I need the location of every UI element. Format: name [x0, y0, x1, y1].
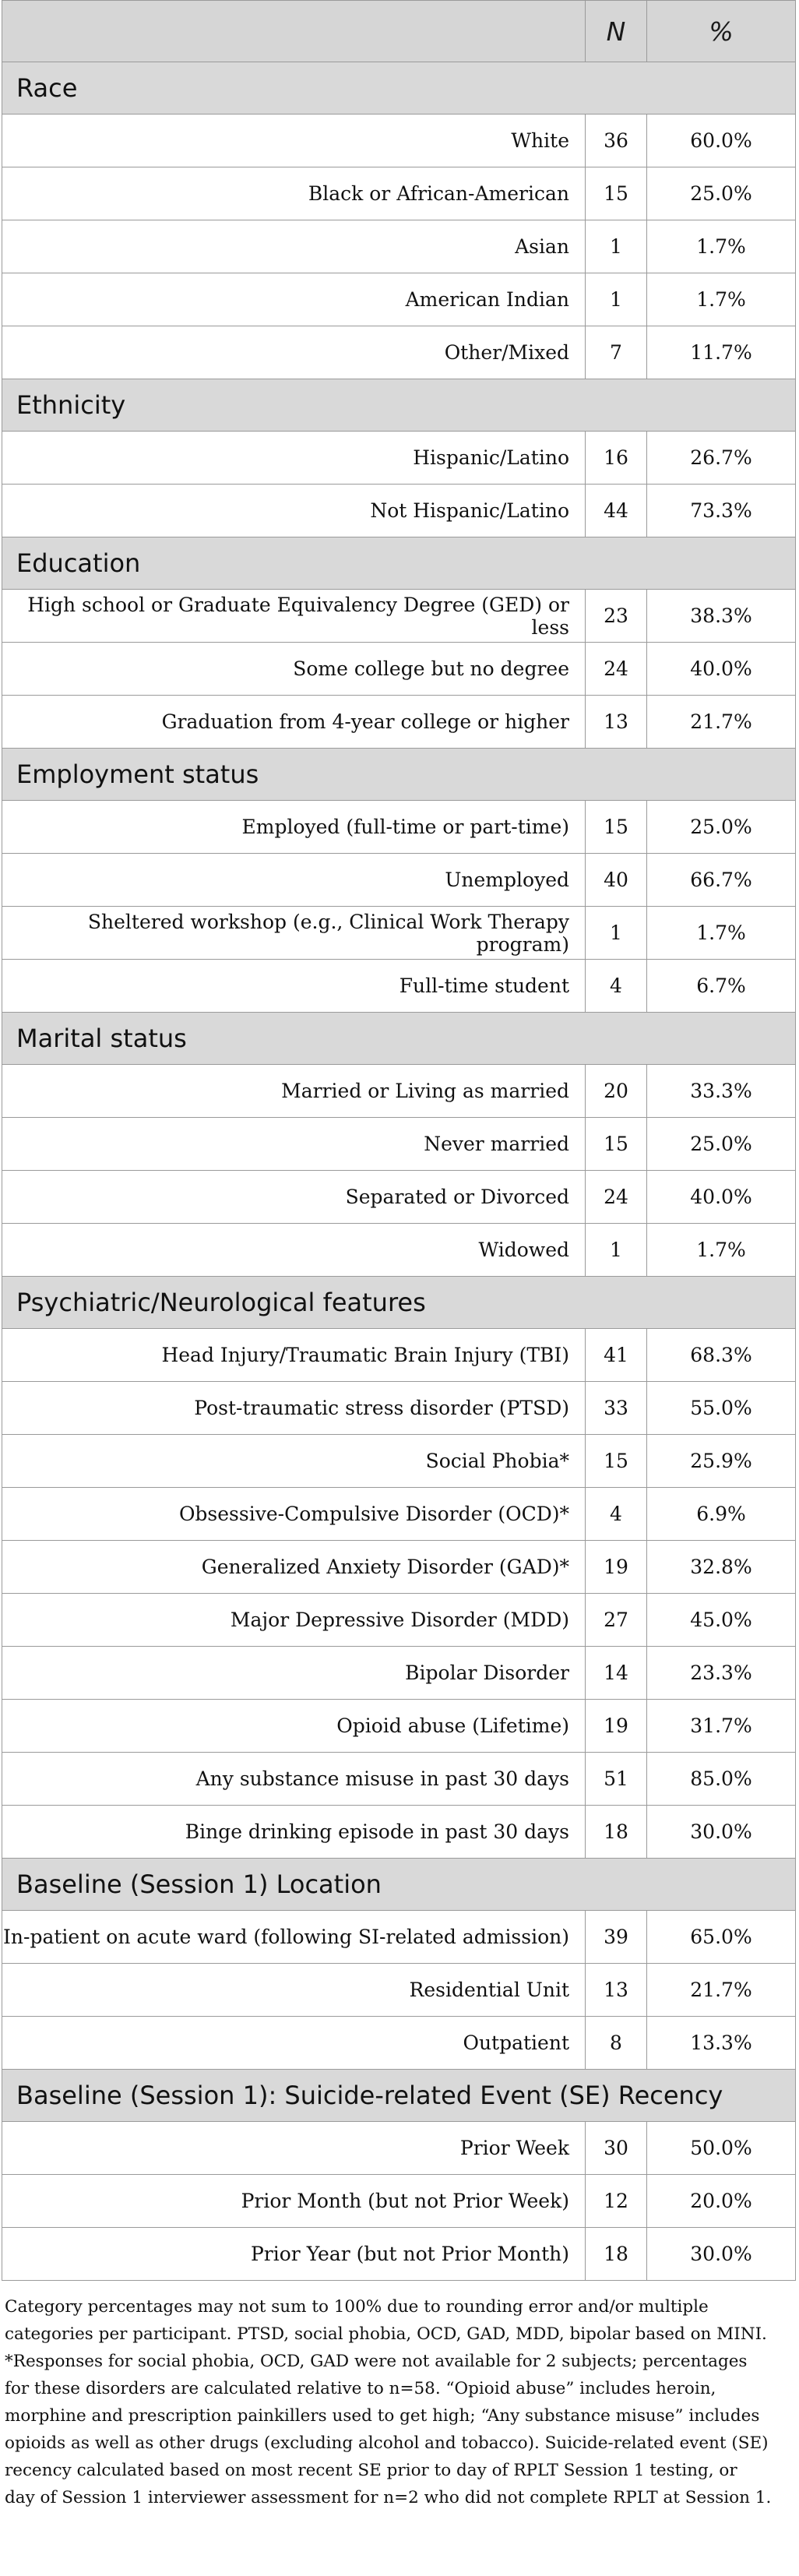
row-label: High school or Graduate Equivalency Degree (GED) or less	[2, 590, 586, 643]
row-count: 24	[586, 643, 647, 696]
table-row	[2, 485, 796, 537]
table-row	[2, 2122, 796, 2175]
row-count: 20	[586, 1065, 647, 1118]
row-label: Prior Month (but not Prior Week)	[2, 2175, 586, 2228]
table-row	[2, 2017, 796, 2070]
row-count: 15	[586, 1435, 647, 1488]
row-percent: 25.9%	[647, 1435, 796, 1488]
row-percent: 30.0%	[647, 2228, 796, 2281]
row-percent: 73.3%	[647, 485, 796, 537]
row-percent: 33.3%	[647, 1065, 796, 1118]
section-header-row	[2, 62, 796, 115]
row-count: 41	[586, 1329, 647, 1382]
table-header	[2, 1, 796, 62]
row-count: 15	[586, 1118, 647, 1171]
row-count: 24	[586, 1171, 647, 1224]
header-n-column: N	[586, 1, 647, 62]
table-row	[2, 1594, 796, 1647]
row-count: 40	[586, 854, 647, 907]
row-count: 4	[586, 960, 647, 1013]
row-percent: 1.7%	[647, 1224, 796, 1277]
row-count: 1	[586, 907, 647, 960]
row-label: Employed (full-time or part-time)	[2, 801, 586, 854]
table-row	[2, 960, 796, 1013]
row-label: Opioid abuse (Lifetime)	[2, 1700, 586, 1753]
section-title: Psychiatric/Neurological features	[2, 1277, 796, 1329]
section-header-row	[2, 1859, 796, 1911]
section-title: Ethnicity	[2, 379, 796, 432]
row-percent: 66.7%	[647, 854, 796, 907]
row-percent: 25.0%	[647, 167, 796, 220]
table-row	[2, 432, 796, 485]
table-row	[2, 1065, 796, 1118]
row-label: Any substance misuse in past 30 days	[2, 1753, 586, 1806]
row-count: 33	[586, 1382, 647, 1435]
row-label: Widowed	[2, 1224, 586, 1277]
row-count: 13	[586, 1964, 647, 2017]
row-label: Outpatient	[2, 2017, 586, 2070]
row-percent: 55.0%	[647, 1382, 796, 1435]
row-count: 30	[586, 2122, 647, 2175]
section-title: Employment status	[2, 749, 796, 801]
section-header-row	[2, 1013, 796, 1065]
row-label: Hispanic/Latino	[2, 432, 586, 485]
row-label: Full-time student	[2, 960, 586, 1013]
section-title: Marital status	[2, 1013, 796, 1065]
row-label: Obsessive-Compulsive Disorder (OCD)*	[2, 1488, 586, 1541]
row-percent: 68.3%	[647, 1329, 796, 1382]
table-footnote: Category percentages may not sum to 100% due to rounding error and/or multiple categories per participant. PTSD, social phobia, OCD, GAD, MDD, bipolar based on MINI. *Responses for social phobia, OCD, GAD were not available for 2 subjects; percentages for these disorders are calculated relative to n=58. “Opioid abuse” includes heroin, morphine and prescription painkillers used to get high; “Any substance misuse” includes opioids as well as other drugs (excluding alcohol and tobacco). Suicide-related event (SE) recency calculated based on most recent SE prior to day of RPLT Session 1 testing, or day of Session 1 interviewer assessment for n=2 who did not complete RPLT at Session 1.	[5, 2297, 772, 2507]
row-percent: 40.0%	[647, 643, 796, 696]
table-row	[2, 1541, 796, 1594]
row-count: 18	[586, 2228, 647, 2281]
table-row	[2, 1329, 796, 1382]
row-count: 19	[586, 1541, 647, 1594]
row-percent: 40.0%	[647, 1171, 796, 1224]
table-row	[2, 1700, 796, 1753]
row-label: Prior Year (but not Prior Month)	[2, 2228, 586, 2281]
row-count: 39	[586, 1911, 647, 1964]
row-label: Separated or Divorced	[2, 1171, 586, 1224]
row-percent: 26.7%	[647, 432, 796, 485]
row-count: 4	[586, 1488, 647, 1541]
row-label: Never married	[2, 1118, 586, 1171]
row-label: Bipolar Disorder	[2, 1647, 586, 1700]
row-count: 44	[586, 485, 647, 537]
row-label: Sheltered workshop (e.g., Clinical Work Therapy program)	[2, 907, 586, 960]
row-label: Black or African-American	[2, 167, 586, 220]
table-row	[2, 1647, 796, 1700]
table-row	[2, 854, 796, 907]
row-percent: 13.3%	[647, 2017, 796, 2070]
table-row	[2, 115, 796, 167]
row-label: White	[2, 115, 586, 167]
row-label: Post-traumatic stress disorder (PTSD)	[2, 1382, 586, 1435]
row-label: Prior Week	[2, 2122, 586, 2175]
row-label: Other/Mixed	[2, 326, 586, 379]
row-count: 15	[586, 801, 647, 854]
section-header-row	[2, 537, 796, 590]
header-label-column	[2, 1, 586, 62]
row-percent: 1.7%	[647, 220, 796, 273]
row-percent: 25.0%	[647, 1118, 796, 1171]
row-label: American Indian	[2, 273, 586, 326]
row-percent: 45.0%	[647, 1594, 796, 1647]
section-header-row	[2, 1277, 796, 1329]
row-label: Head Injury/Traumatic Brain Injury (TBI)	[2, 1329, 586, 1382]
row-count: 16	[586, 432, 647, 485]
row-label: Asian	[2, 220, 586, 273]
table-row	[2, 167, 796, 220]
table-body	[2, 62, 796, 2281]
row-percent: 25.0%	[647, 801, 796, 854]
demographics-table	[2, 0, 796, 2281]
row-percent: 65.0%	[647, 1911, 796, 1964]
row-percent: 23.3%	[647, 1647, 796, 1700]
row-count: 13	[586, 696, 647, 749]
row-label: Residential Unit	[2, 1964, 586, 2017]
section-header-row	[2, 749, 796, 801]
table-row	[2, 1118, 796, 1171]
row-percent: 32.8%	[647, 1541, 796, 1594]
row-count: 27	[586, 1594, 647, 1647]
table-row	[2, 2228, 796, 2281]
table-row	[2, 907, 796, 960]
table-row	[2, 1964, 796, 2017]
row-percent: 21.7%	[647, 1964, 796, 2017]
row-percent: 11.7%	[647, 326, 796, 379]
row-percent: 85.0%	[647, 1753, 796, 1806]
table-row	[2, 1488, 796, 1541]
row-label: Some college but no degree	[2, 643, 586, 696]
section-title: Race	[2, 62, 796, 115]
row-percent: 6.9%	[647, 1488, 796, 1541]
table-row	[2, 1435, 796, 1488]
table-row	[2, 326, 796, 379]
row-count: 8	[586, 2017, 647, 2070]
row-count: 51	[586, 1753, 647, 1806]
table-row	[2, 1224, 796, 1277]
table-row	[2, 1806, 796, 1859]
row-percent: 21.7%	[647, 696, 796, 749]
row-label: Binge drinking episode in past 30 days	[2, 1806, 586, 1859]
row-label: Married or Living as married	[2, 1065, 586, 1118]
row-count: 15	[586, 167, 647, 220]
row-percent: 31.7%	[647, 1700, 796, 1753]
row-label: Social Phobia*	[2, 1435, 586, 1488]
row-percent: 6.7%	[647, 960, 796, 1013]
row-count: 1	[586, 1224, 647, 1277]
row-label: In-patient on acute ward (following SI-related admission)	[2, 1911, 586, 1964]
row-label: Graduation from 4-year college or higher	[2, 696, 586, 749]
row-label: Major Depressive Disorder (MDD)	[2, 1594, 586, 1647]
row-count: 18	[586, 1806, 647, 1859]
table-row	[2, 643, 796, 696]
table-row	[2, 2175, 796, 2228]
row-count: 7	[586, 326, 647, 379]
row-label: Generalized Anxiety Disorder (GAD)*	[2, 1541, 586, 1594]
row-percent: 38.3%	[647, 590, 796, 643]
section-title: Baseline (Session 1): Suicide-related Event (SE) Recency	[2, 2070, 796, 2122]
section-header-row	[2, 2070, 796, 2122]
table-row	[2, 1753, 796, 1806]
section-title: Baseline (Session 1) Location	[2, 1859, 796, 1911]
section-title: Education	[2, 537, 796, 590]
row-count: 14	[586, 1647, 647, 1700]
table-row	[2, 220, 796, 273]
table-row	[2, 696, 796, 749]
table-row	[2, 1382, 796, 1435]
table-row	[2, 801, 796, 854]
table-row	[2, 1911, 796, 1964]
row-count: 23	[586, 590, 647, 643]
row-percent: 30.0%	[647, 1806, 796, 1859]
row-percent: 1.7%	[647, 907, 796, 960]
row-percent: 50.0%	[647, 2122, 796, 2175]
row-count: 36	[586, 115, 647, 167]
header-percent-column: %	[647, 1, 796, 62]
row-percent: 1.7%	[647, 273, 796, 326]
table-row	[2, 273, 796, 326]
row-percent: 60.0%	[647, 115, 796, 167]
table-row	[2, 1171, 796, 1224]
row-count: 12	[586, 2175, 647, 2228]
table-row	[2, 590, 796, 643]
row-percent: 20.0%	[647, 2175, 796, 2228]
header-row	[2, 1, 796, 62]
row-count: 1	[586, 273, 647, 326]
section-header-row	[2, 379, 796, 432]
row-count: 19	[586, 1700, 647, 1753]
row-count: 1	[586, 220, 647, 273]
row-label: Not Hispanic/Latino	[2, 485, 586, 537]
row-label: Unemployed	[2, 854, 586, 907]
